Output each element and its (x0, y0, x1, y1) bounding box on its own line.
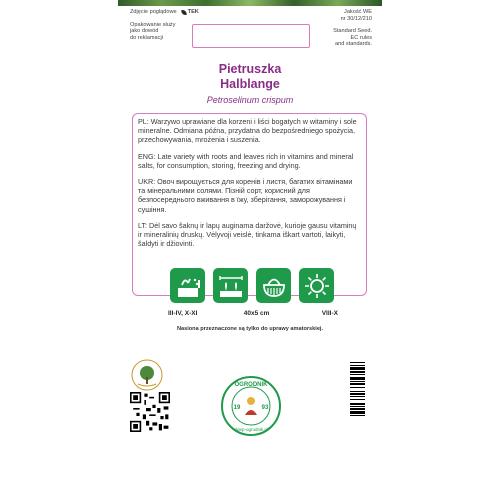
sowing-icon (170, 268, 205, 303)
product-name-line2: Halblange (220, 77, 280, 91)
qr-code (130, 392, 170, 432)
lot-stamp-box (192, 24, 310, 48)
standard-seed-line: and standards. (334, 41, 372, 48)
latin-name: Petroselinum crispum (206, 95, 294, 105)
header-left (130, 9, 199, 41)
spacing-label: 40x5 cm (243, 310, 270, 317)
harvest-icon (256, 268, 291, 303)
icon-labels (168, 310, 338, 317)
tek-logo (181, 9, 199, 16)
sun-icon (299, 268, 334, 303)
packaging-note (130, 22, 199, 42)
standard-seed-line: Standard Seed. (333, 28, 372, 35)
product-name-line1: Pietruszka (218, 62, 282, 76)
ogrodnik-url: sklep-ogrodnik.pl (233, 427, 269, 432)
product-photo-strip (118, 0, 382, 6)
description-pl: PL: Warzywo uprawiane dla korzeni i liści bogatych w witaminy i sole mineralne. Odmiana późna, przydatna do bezpośredniego spożycia, przechowywania, mrożenia i suszenia. (138, 117, 357, 145)
ogrodnik-year-left: 19 (233, 405, 241, 411)
tek-leaf-icon (180, 10, 187, 15)
family-company-logo (130, 358, 164, 392)
sowing-time-label: III-IV, X-XI (168, 310, 198, 317)
packaging-note-line: do reklamacji (130, 34, 163, 41)
product-title (0, 62, 500, 92)
harvest-time-label: VIII-X (321, 310, 338, 317)
standard-seed-line: EC rules (350, 34, 372, 41)
description-ukr: UKR: Овоч вирощується для коренів і листя, багатих вітамінами та мінеральними солями. Пізній сорт, корисний для безпосереднього вживання в їжу, зберігання, заморожування і сушіння. (138, 177, 353, 214)
packaging-note-line: jako dowód (130, 28, 159, 35)
description-eng: ENG: Late variety with roots and leaves rich in vitamins and mineral salts, for consumption, storing, freezing and drying. (138, 151, 354, 170)
header-right (333, 9, 372, 48)
cultivation-icons (170, 268, 334, 303)
packaging-note-line: Opakowanie służy (130, 21, 176, 28)
spacing-icon (213, 268, 248, 303)
tek-label: TEK (187, 9, 199, 15)
ogrodnik-brand: OGRODNIK (234, 382, 268, 388)
eu-quality-line: Jakość WE (344, 9, 372, 15)
description-lt: LT: Dėl savo šaknų ir lapų auginama daržovė, kurioje gausu vitaminų ir mineralinių druskų. Vėlyvoji veislė, tinkama iškart vartoti, laikyti, šaldyti ir džiovinti. (138, 220, 357, 249)
ogrodnik-year-right: 93 (261, 405, 269, 411)
photo-caption: Zdjęcie poglądowe (130, 9, 177, 15)
amateur-note: Nasiona przeznaczone są tylko do uprawy amatorskiej. (176, 326, 324, 332)
ogrodnik-logo (220, 375, 282, 437)
eu-quality-line: nr 30/12/210 (340, 15, 372, 22)
barcode (344, 360, 366, 436)
